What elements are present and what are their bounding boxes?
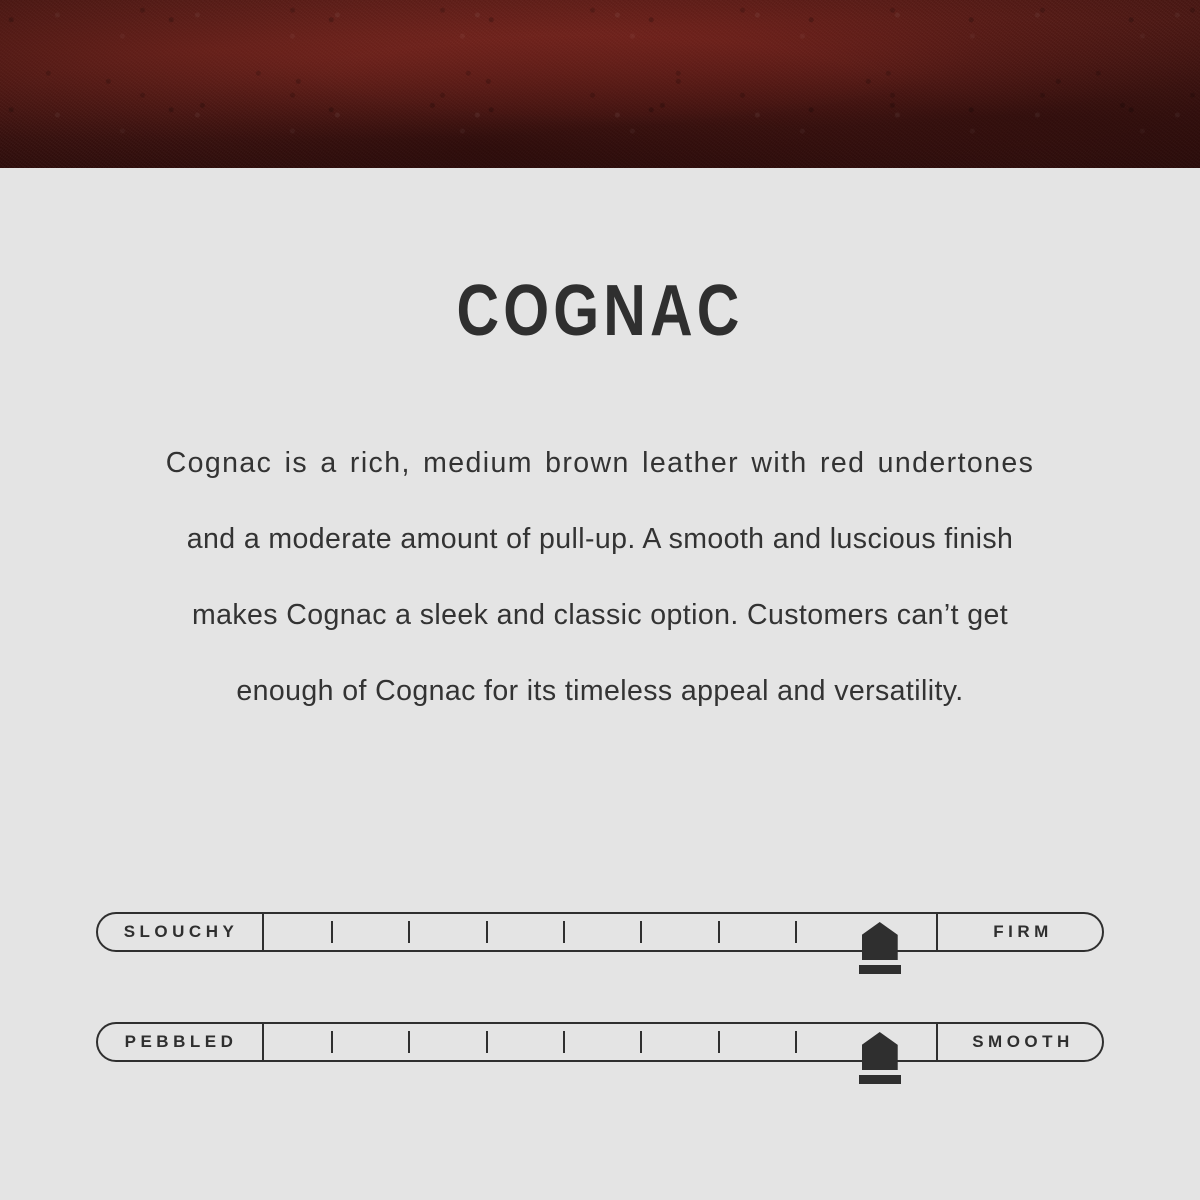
scale-marker[interactable] [859,922,901,978]
description-line: enough of Cognac for its timeless appeal and versatility. [236,675,964,707]
cognac-leather-swatch [0,0,1200,168]
scale-tick [486,921,488,943]
scale-ticks [264,912,936,952]
scale-left-label: PEBBLED [96,1022,264,1062]
scale-tick [718,921,720,943]
scale-tick [408,1031,410,1053]
marker-pointer-icon [862,1032,898,1070]
scale-tick [486,1031,488,1053]
marker-base-icon [859,965,901,974]
scale-right-label: FIRM [936,912,1104,952]
description-line: and a moderate amount of pull-up. A smooth and luscious finish [186,523,1014,555]
scale-tick [640,1031,642,1053]
scale-tick [563,1031,565,1053]
scale-right-label: SMOOTH [936,1022,1104,1062]
scale-left-label: SLOUCHY [96,912,264,952]
leather-vignette [0,0,1200,168]
description-line: makes Cognac a sleek and classic option. Customers can’t get [191,599,1009,631]
description-text [130,425,1070,729]
scale-marker[interactable] [859,1032,901,1088]
scale-tick [795,921,797,943]
scale-tick [563,921,565,943]
scale-tick [640,921,642,943]
scale-texture [96,1022,1104,1062]
scale-tick [718,1031,720,1053]
scale-tick [408,921,410,943]
scale-tick [331,921,333,943]
scale-structure [96,912,1104,952]
description-line: Cognac is a rich, medium brown leather with red undertones [165,447,1035,479]
page-title: COGNAC [456,271,744,351]
marker-pointer-icon [862,922,898,960]
scale-tick [331,1031,333,1053]
scale-tick [795,1031,797,1053]
marker-base-icon [859,1075,901,1084]
scale-ticks [264,1022,936,1062]
